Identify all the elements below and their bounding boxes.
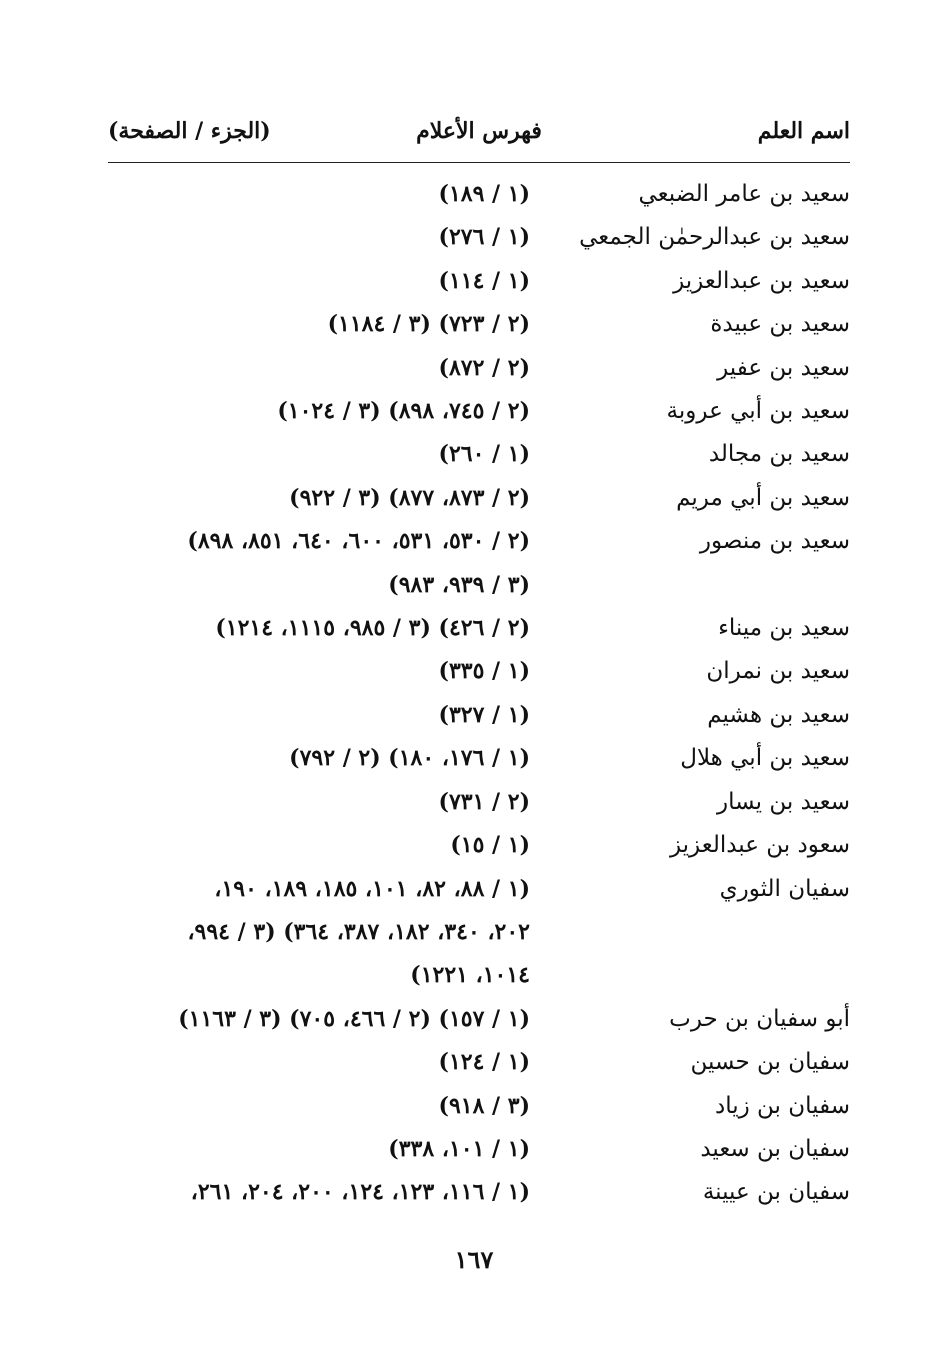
entry-references bbox=[108, 781, 530, 824]
index-header bbox=[108, 118, 850, 158]
entry-references bbox=[108, 824, 530, 867]
reference-line: (٢ / ٨٧٣، ٨٧٧) (٣ / ٩٢٢) bbox=[289, 484, 530, 511]
index-entry bbox=[108, 477, 850, 520]
index-entry bbox=[108, 694, 850, 737]
index-entry bbox=[108, 520, 850, 607]
index-entry bbox=[108, 607, 850, 650]
index-entry bbox=[108, 1171, 850, 1214]
reference-line: ٢٠٢، ٣٤٠، ١٨٢، ٣٨٧، ٣٦٤) (٣ / ٩٩٤، bbox=[187, 918, 530, 945]
entry-references bbox=[108, 607, 530, 650]
reference-line: (٢ / ٧٢٣) (٣ / ١١٨٤) bbox=[327, 311, 530, 338]
entry-references bbox=[108, 477, 530, 520]
entry-references bbox=[108, 737, 530, 780]
entry-references bbox=[108, 347, 530, 390]
entry-references bbox=[108, 650, 530, 693]
reference-line: (١ / ٢٧٦) bbox=[438, 224, 530, 251]
reference-line: (١ / ١٠١، ٣٣٨) bbox=[388, 1135, 530, 1162]
index-entries bbox=[108, 173, 850, 1215]
reference-line: (٢ / ٥٣٠، ٥٣١، ٦٠٠، ٦٤٠، ٨٥١، ٨٩٨) bbox=[187, 528, 530, 555]
entry-references bbox=[108, 390, 530, 433]
entry-references bbox=[108, 998, 530, 1041]
index-entry bbox=[108, 390, 850, 433]
entry-name: سعيد بن هشيم bbox=[707, 701, 850, 728]
reference-line: (١ / ٣٣٥) bbox=[438, 658, 530, 685]
entry-references bbox=[108, 1085, 530, 1128]
reference-line: ١٠١٤، ١٢٢١) bbox=[410, 962, 530, 989]
index-entry bbox=[108, 781, 850, 824]
header-divider bbox=[108, 162, 850, 163]
entry-name: سعيد بن أبي هلال bbox=[680, 745, 850, 772]
reference-line: (٢ / ٧٣١) bbox=[438, 788, 530, 815]
index-entry bbox=[108, 433, 850, 476]
entry-name: سعيد بن منصور bbox=[699, 528, 850, 555]
entry-name: أبو سفيان بن حرب bbox=[669, 1005, 850, 1032]
reference-line: (١ / ١٧٦، ١٨٠) (٢ / ٧٩٢) bbox=[289, 745, 530, 772]
entry-name: سعيد بن ميناء bbox=[718, 615, 850, 642]
entry-name: سعيد بن عبيدة bbox=[710, 311, 850, 338]
index-entry bbox=[108, 998, 850, 1041]
entry-name: سعيد بن يسار bbox=[717, 788, 850, 815]
entry-name: سفيان الثوري bbox=[719, 875, 850, 902]
column-heading-name: اسم العلم bbox=[757, 118, 850, 144]
entry-name: سفيان بن سعيد bbox=[700, 1135, 850, 1162]
entry-name: سعيد بن عبدالعزيز bbox=[673, 267, 850, 294]
entry-name: سعيد بن أبي مريم bbox=[676, 484, 850, 511]
entry-references bbox=[108, 216, 530, 259]
entry-name: سفيان بن زياد bbox=[714, 1092, 850, 1119]
entry-name: سعيد بن عامر الضبعي bbox=[638, 181, 850, 207]
reference-line: (١ / ٨٨، ٨٢، ١٠١، ١٨٥، ١٨٩، ١٩٠، bbox=[214, 875, 530, 902]
entry-name: سعيد بن عفير bbox=[717, 354, 850, 381]
index-entry bbox=[108, 173, 850, 216]
reference-line: (٢ / ٤٢٦) (٣ / ٩٨٥، ١١١٥، ١٢١٤) bbox=[215, 615, 530, 642]
index-entry bbox=[108, 347, 850, 390]
reference-line: (١ / ١١٤) bbox=[438, 267, 530, 294]
entry-references bbox=[108, 173, 530, 216]
index-entry bbox=[108, 303, 850, 346]
reference-line: (٣ / ٩٣٩، ٩٨٣) bbox=[388, 571, 530, 598]
index-entry bbox=[108, 1085, 850, 1128]
entry-references bbox=[108, 1128, 530, 1171]
reference-line: (٢ / ٧٤٥، ٨٩٨) (٣ / ١٠٢٤) bbox=[277, 398, 530, 425]
reference-line: (١ / ٣٢٧) bbox=[438, 701, 530, 728]
entry-references bbox=[108, 433, 530, 476]
entry-name: سعيد بن عبدالرحمٰن الجمعي bbox=[579, 224, 850, 251]
entry-references bbox=[108, 694, 530, 737]
index-title: فهرس الأعلام bbox=[416, 118, 542, 144]
entry-name: سعيد بن نمران bbox=[706, 658, 850, 685]
entry-references bbox=[108, 1041, 530, 1084]
entry-references bbox=[108, 520, 530, 607]
index-entry bbox=[108, 260, 850, 303]
reference-line: (٢ / ٨٧٢) bbox=[438, 354, 530, 381]
entry-name: سعود بن عبدالعزيز bbox=[669, 832, 850, 859]
entry-name: سفيان بن حسين bbox=[690, 1049, 850, 1076]
entry-name: سفيان بن عيينة bbox=[702, 1179, 850, 1206]
reference-line: (١ / ١٨٩) bbox=[438, 181, 530, 207]
index-entry bbox=[108, 737, 850, 780]
entry-references bbox=[108, 303, 530, 346]
index-entry bbox=[108, 650, 850, 693]
index-entry bbox=[108, 1041, 850, 1084]
reference-line: (١ / ١١٦، ١٢٣، ١٢٤، ٢٠٠، ٢٠٤، ٢٦١، bbox=[190, 1179, 530, 1206]
reference-line: (٣ / ٩١٨) bbox=[438, 1092, 530, 1119]
reference-line: (١ / ١٥٧) (٢ / ٤٦٦، ٧٠٥) (٣ / ١١٦٣) bbox=[178, 1005, 530, 1032]
entry-name: سعيد بن مجالد bbox=[708, 441, 850, 468]
column-heading-reference: (الجزء / الصفحة) bbox=[108, 118, 271, 144]
index-entry bbox=[108, 1128, 850, 1171]
reference-line: (١ / ١٥) bbox=[450, 832, 530, 859]
entry-references bbox=[108, 1171, 530, 1214]
index-entry bbox=[108, 216, 850, 259]
entry-references bbox=[108, 868, 530, 998]
page-number: ١٦٧ bbox=[454, 1245, 494, 1274]
entry-name: سعيد بن أبي عروبة bbox=[666, 398, 850, 425]
entry-references bbox=[108, 260, 530, 303]
index-entry bbox=[108, 824, 850, 867]
index-entry bbox=[108, 868, 850, 998]
reference-line: (١ / ٢٦٠) bbox=[438, 441, 530, 468]
reference-line: (١ / ١٢٤) bbox=[438, 1049, 530, 1076]
